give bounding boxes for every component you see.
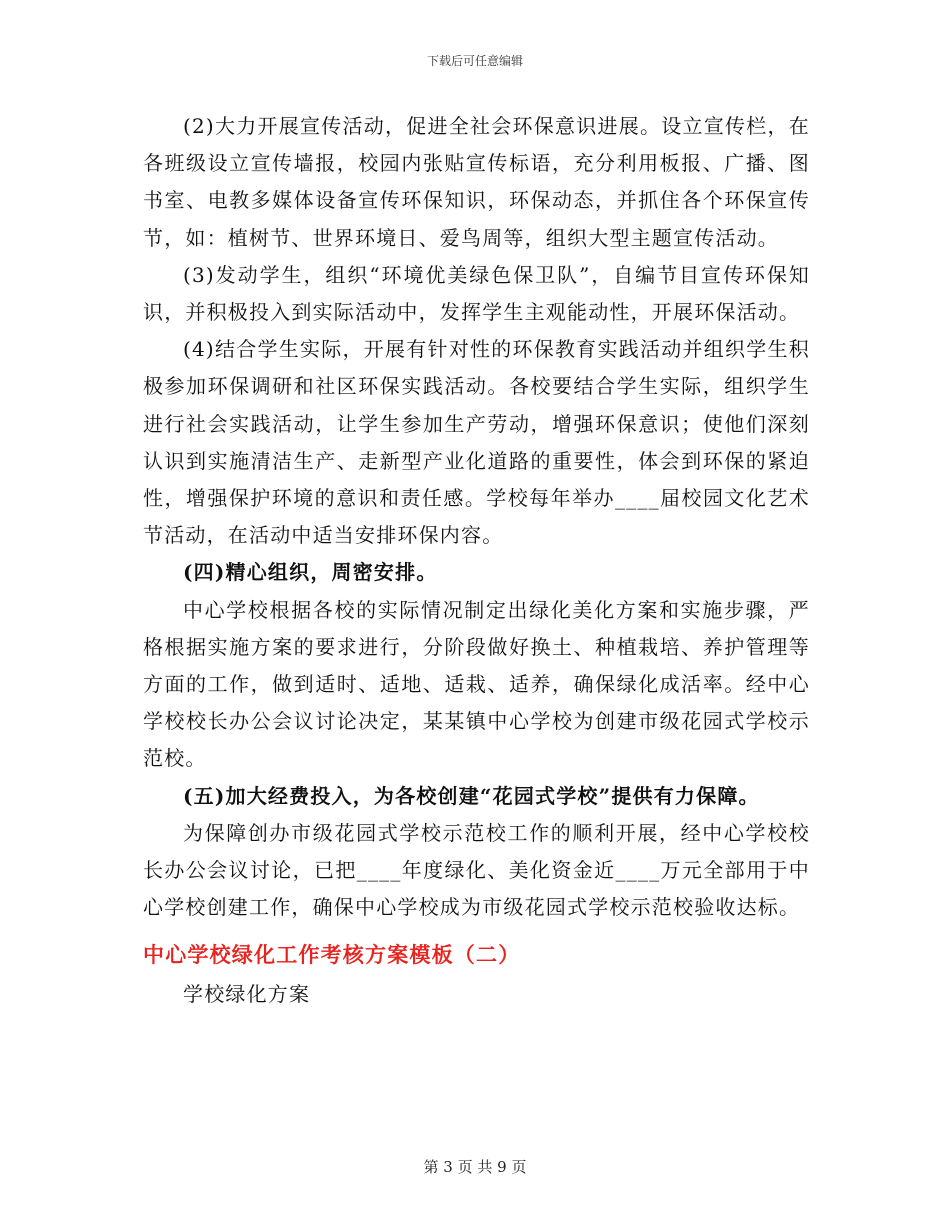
document-title: 中心学校绿化工作考核方案模板（二） xyxy=(143,942,521,968)
paragraph-item-2: (2)大力开展宣传活动，促进全社会环保意识进展。设立宣传栏，在各班级设立宣传墙报，校园内张贴宣传标语，充分利用板报、广播、图书室、电教多媒体设备宣传环保知识，环保动态，并抓住各个环保宣传节，如：植树节、世界环境日、爱鸟周等，组织大型主题宣传活动。 xyxy=(143,114,810,250)
paragraph-item-4: (4)结合学生实际，开展有针对性的环保教育实践活动并组织学生积极参加环保调研和社区环保实践活动。各校要结合学生实际，组织学生进行社会实践活动，让学生参加生产劳动，增强环保意识；使他们深刻认识到实施清洁生产、走新型产业化道路的重要性，体会到环保的紧迫性，增强保护环境的意识和责任感。学校每年举办____届校园文化艺术节活动，在活动中适当安排环保内容。 xyxy=(143,337,810,548)
page-header: 下载后可任意编辑 xyxy=(426,54,523,68)
paragraph-organization: 中心学校根据各校的实际情况制定出绿化美化方案和实施步骤，严格根据实施方案的要求进行，分阶段做好换土、种植栽培、养护管理等方面的工作，做到适时、适地、适栽、适养，确保绿化成活率。经中心学校校长办公会议讨论决定，某某镇中心学校为创建市级花园式学校示范校。 xyxy=(143,597,810,771)
section-heading-5: (五)加大经费投入，为各校创建“花园式学校”提供有力保障。 xyxy=(183,783,760,808)
paragraph-funding: 为保障创办市级花园式学校示范校工作的顺利开展，经中心学校校长办公会议讨论，已把____年度绿化、美化资金近____万元全部用于中心学校创建工作，确保中心学校成为市级花园式学校示范校验收达标。 xyxy=(143,820,810,920)
section-heading-4: (四)精心组织，周密安排。 xyxy=(183,560,438,585)
document-body xyxy=(143,108,810,1013)
page-number: 第 3 页 共 9 页 xyxy=(423,1158,527,1176)
subtitle-greening-plan: 学校绿化方案 xyxy=(183,981,311,1006)
paragraph-item-3: (3)发动学生，组织“环境优美绿色保卫队”，自编节目宣传环保知识，并积极投入到实际活动中，发挥学生主观能动性，开展环保活动。 xyxy=(143,262,810,325)
